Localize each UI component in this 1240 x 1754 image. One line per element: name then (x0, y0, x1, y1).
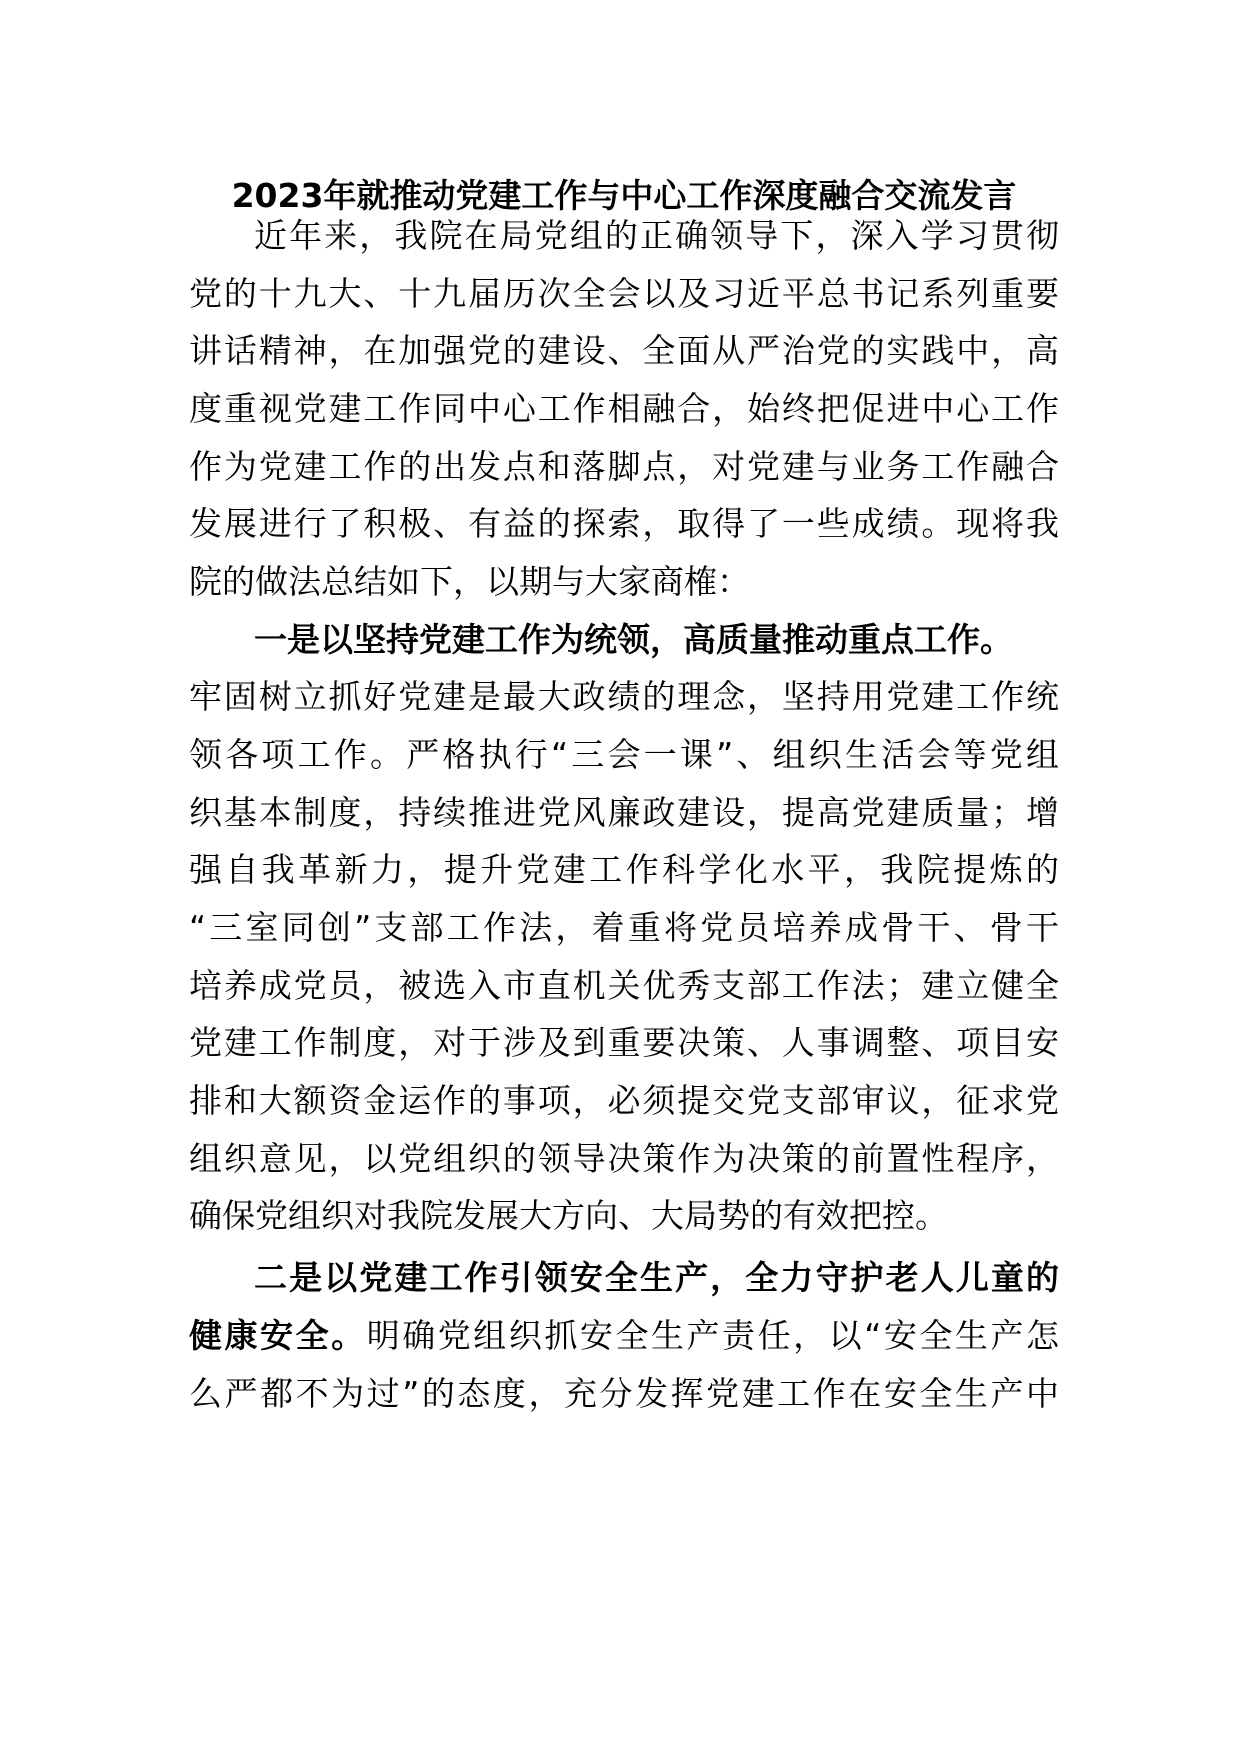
section2-line-3: 么严都不为过”的态度，充分发挥党建工作在安全生产中 (189, 1374, 1059, 1413)
section1-heading: 一是以坚持党建工作为统领，高质量推动重点工作。 (254, 620, 1013, 659)
section2-heading-end: 健康安全。 (189, 1316, 367, 1355)
intro-line-4: 度重视党建工作同中心工作相融合，始终把促进中心工作 (189, 389, 1059, 428)
section1-line-2: 领各项工作。严格执行“三会一课”、组织生活会等党组 (189, 735, 1059, 774)
section1-line-9: 组织意见，以党组织的领导决策作为决策的前置性程序， (189, 1139, 1059, 1178)
intro-line-5: 作为党建工作的出发点和落脚点，对党建与业务工作融合 (189, 447, 1059, 486)
section1-line-4: 强自我革新力，提升党建工作科学化水平，我院提炼的 (189, 850, 1059, 889)
section1-line-1: 牢固树立抓好党建是最大政绩的理念，坚持用党建工作统 (189, 677, 1059, 716)
section1-line-7: 党建工作制度，对于涉及到重要决策、人事调整、项目安 (189, 1023, 1059, 1062)
intro-line-7: 院的做法总结如下，以期与大家商榷： (189, 562, 750, 601)
section2-line-2 (189, 1312, 1059, 1360)
section2-heading-line-1: 二是以党建工作引领安全生产，全力守护老人儿童的 (254, 1258, 1059, 1297)
section1-line-6: 培养成党员，被选入市直机关优秀支部工作法；建立健全 (189, 966, 1059, 1005)
intro-line-3: 讲话精神，在加强党的建设、全面从严治党的实践中，高 (189, 331, 1059, 370)
section1-line-5: “三室同创”支部工作法，着重将党员培养成骨干、骨干 (189, 908, 1059, 947)
section1-line-8: 排和大额资金运作的事项，必须提交党支部审议，征求党 (189, 1081, 1059, 1120)
document-title: 2023年就推动党建工作与中心工作深度融合交流发言 (231, 176, 1017, 215)
intro-line-6: 发展进行了积极、有益的探索，取得了一些成绩。现将我 (189, 504, 1059, 543)
section1-line-10: 确保党组织对我院发展大方向、大局势的有效把控。 (189, 1196, 948, 1235)
section1-line-3: 织基本制度，持续推进党风廉政建设，提高党建质量；增 (189, 793, 1059, 832)
intro-line-1: 近年来，我院在局党组的正确领导下，深入学习贯彻 (254, 216, 1059, 255)
intro-line-2: 党的十九大、十九届历次全会以及习近平总书记系列重要 (189, 274, 1059, 313)
section2-line-2-text: 明确党组织抓安全生产责任，以“安全生产怎 (366, 1316, 1059, 1355)
